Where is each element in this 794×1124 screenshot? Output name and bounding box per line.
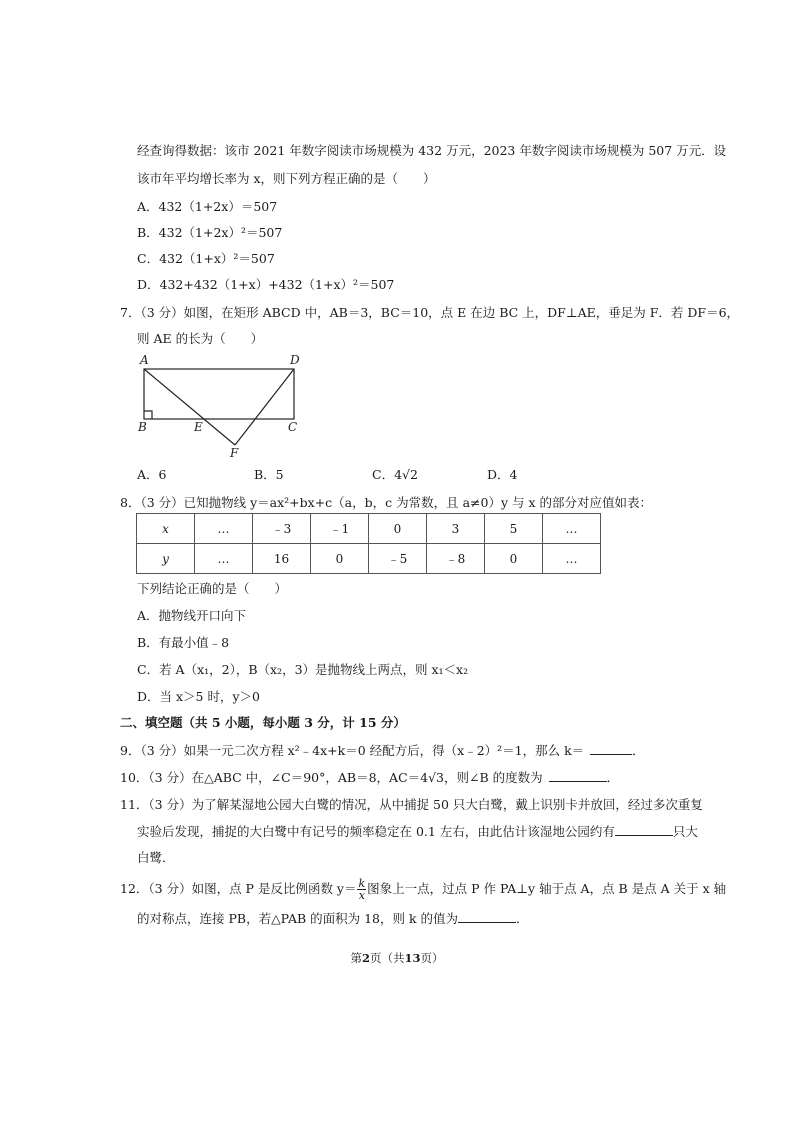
q6-stem-line1: 经查询得数据：该市 2021 年数字阅读市场规模为 432 万元，2023 年数字阅读市场规模为 507 万元．设	[137, 143, 727, 158]
q6-option-d: D．432+432（1+x）+432（1+x）²＝507	[137, 277, 395, 292]
q12-line2-text: 的对称点，连接 PB，若△PAB 的面积为 18，则 k 的值为	[137, 911, 459, 926]
q8-value-table	[136, 513, 601, 574]
q12-line1-text: 12．（3 分）如图，点 P 是反比例函数 y＝	[120, 881, 357, 896]
q8-stem: 8．（3 分）已知抛物线 y＝ax²+bx+c（a，b，c 为常数，且 a≠0）y 与 x 的部分对应值如表：	[120, 495, 652, 510]
q11-line1: 11．（3 分）为了解某湿地公园大白鹭的情况，从中捕捉 50 只大白鹭，戴上识别卡并放回，经过多次重复	[120, 797, 703, 812]
table-cell: ﹣8	[427, 544, 485, 574]
table-row	[137, 544, 601, 574]
label-f: F	[230, 446, 239, 460]
fraction-numerator: k	[358, 877, 366, 890]
footer-total-pages: 13	[404, 951, 421, 965]
q7-option-b: B．5	[254, 467, 284, 482]
label-e: E	[194, 420, 203, 434]
table-cell: …	[195, 514, 253, 544]
q6-stem-line2: 该市年平均增长率为 x，则下列方程正确的是（ ）	[137, 171, 436, 186]
q9-text: 9．（3 分）如果一元二次方程 x²﹣4x+k＝0 经配方后，得（x﹣2）²＝1，那么 k＝	[120, 743, 585, 758]
q7-stem-line2: 则 AE 的长为（ ）	[137, 331, 264, 346]
table-cell: x	[137, 514, 195, 544]
q8-option-a: A．抛物线开口向下	[137, 608, 247, 623]
page-footer	[0, 950, 794, 966]
q6-option-b: B．432（1+2x）²＝507	[137, 225, 283, 240]
segment-df	[235, 369, 294, 445]
q11-line2-text: 实验后发现，捕捉的大白鹭中有记号的频率稳定在 0.1 左右，由此估计该湿地公园约有	[137, 824, 615, 839]
q7-option-c: C．4√2	[372, 467, 418, 482]
table-cell: 0	[485, 544, 543, 574]
table-cell: …	[543, 544, 601, 574]
footer-prefix: 第	[350, 951, 362, 965]
q6-option-c: C．432（1+x）²＝507	[137, 251, 275, 266]
q9: 9．（3 分）如果一元二次方程 x²﹣4x+k＝0 经配方后，得（x﹣2）²＝1，那么 k＝ ．	[120, 743, 645, 758]
rectangle-abcd-figure	[130, 350, 330, 460]
q7-options	[137, 466, 697, 484]
q12-answer-blank[interactable]	[458, 910, 516, 923]
table-cell: y	[137, 544, 195, 574]
footer-suffix: 页）	[420, 951, 444, 965]
right-angle-mark	[144, 411, 152, 419]
q8-option-c: C．若 A（x₁，2），B（x₂，3）是抛物线上两点，则 x₁＜x₂	[137, 662, 469, 677]
section-2-title: 二、填空题（共 5 小题，每小题 3 分，计 15 分）	[120, 715, 406, 730]
q10-text: 10．（3 分）在△ABC 中，∠C＝90°，AB＝8，AC＝4√3，则∠B 的度数为	[120, 770, 543, 785]
q12-line2: 的对称点，连接 PB，若△PAB 的面积为 18，则 k 的值为 ．	[137, 911, 529, 926]
q10-answer-blank[interactable]	[549, 769, 607, 782]
table-cell: …	[543, 514, 601, 544]
q10: 10．（3 分）在△ABC 中，∠C＝90°，AB＝8，AC＝4√3，则∠B 的度数为 ．	[120, 770, 620, 785]
fraction-denominator: x	[358, 889, 365, 902]
table-cell: 0	[311, 544, 369, 574]
footer-mid: 页（共	[370, 951, 405, 965]
table-cell: ﹣3	[253, 514, 311, 544]
q11-line2	[137, 823, 698, 841]
table-cell: …	[195, 544, 253, 574]
segment-ae-extended	[144, 369, 235, 445]
table-cell: 3	[427, 514, 485, 544]
q11-line3: 白鹭．	[137, 850, 175, 865]
q8-prompt: 下列结论正确的是（ ）	[137, 581, 288, 596]
q12-line1	[120, 878, 726, 901]
q7-stem-line1: 7．（3 分）如图，在矩形 ABCD 中，AB＝3，BC＝10，点 E 在边 BC 上，DF⊥AE，垂足为 F．若 DF＝6，	[120, 305, 740, 320]
q11-line2-end: 只大	[672, 824, 698, 839]
table-cell: 5	[485, 514, 543, 544]
q7-option-a: A．6	[137, 467, 167, 482]
table-cell: 0	[369, 514, 427, 544]
q9-answer-blank[interactable]	[590, 742, 632, 755]
table-cell: 16	[253, 544, 311, 574]
table-cell: ﹣1	[311, 514, 369, 544]
label-a: A	[140, 353, 149, 367]
footer-page-number: 2	[361, 951, 370, 965]
q11-answer-blank[interactable]	[615, 823, 673, 836]
q8-option-b: B．有最小值﹣8	[137, 635, 230, 650]
fraction-k-over-x	[357, 878, 366, 901]
q8-option-d: D．当 x＞5 时，y＞0	[137, 689, 260, 704]
table-row	[137, 514, 601, 544]
table-cell: ﹣5	[369, 544, 427, 574]
q6-option-a: A．432（1+2x）＝507	[137, 199, 278, 214]
rectangle-abcd	[144, 369, 294, 419]
label-b: B	[138, 420, 147, 434]
q7-option-d: D．4	[487, 467, 518, 482]
label-d: D	[290, 353, 300, 367]
q12-line1-rest: 图象上一点，过点 P 作 PA⊥y 轴于点 A，点 B 是点 A 关于 x 轴	[367, 881, 727, 896]
label-c: C	[288, 420, 298, 434]
